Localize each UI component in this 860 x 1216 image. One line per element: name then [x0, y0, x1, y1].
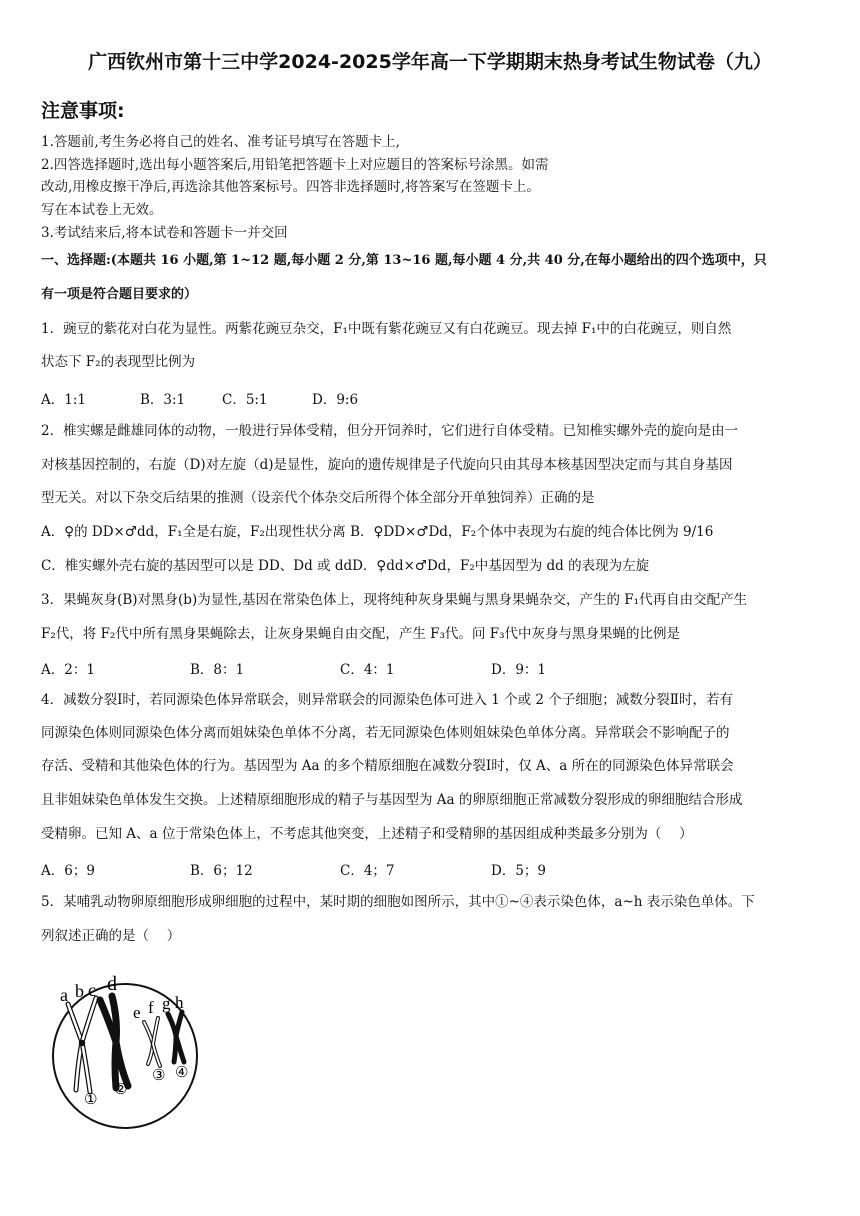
- q3-option-b: B．8：1: [190, 662, 245, 678]
- q2-options-cd: C．椎实螺外壳右旋的基因型可以是 DD、Dd 或 ddD．♀dd×♂Dd，F₂中基因型为 dd 的表现为左旋: [41, 558, 650, 574]
- cell-chromosome-figure: [40, 970, 210, 1132]
- q4-option-d: D．5；9: [491, 863, 547, 879]
- q3-option-c: C．4：1: [340, 662, 395, 678]
- q4-option-a: A．6；9: [41, 863, 95, 879]
- chromosome-4: [168, 1012, 184, 1062]
- number-4: ④: [175, 1063, 189, 1081]
- notice-heading: 注意事项:: [41, 100, 125, 122]
- notice-line-4: 写在本试卷上无效。: [41, 202, 163, 218]
- q4-line-4: 且非姐妹染色单体发生交换。上述精原细胞形成的精子与基因型为 Aa 的卵原细胞正常减数分裂形成的卵细胞结合形成: [41, 792, 743, 808]
- label-h: h: [175, 993, 184, 1012]
- notice-line-2: 2.四答选择题时,选出每小题答案后,用铅笔把答题卡上对应题目的答案标号涂黑。如需: [41, 157, 549, 173]
- q4-line-1: 4．减数分裂Ⅰ时，若同源染色体异常联会，则异常联会的同源染色体可进入 1 个或 2 个子细胞；减数分裂Ⅱ时，若有: [41, 692, 733, 708]
- q1-option-c: C．5:1: [222, 392, 268, 408]
- q3-option-d: D．9：1: [491, 662, 547, 678]
- q1-line-2: 状态下 F₂的表现型比例为: [41, 354, 196, 370]
- chromosome-1: [68, 998, 96, 1092]
- label-f: f: [148, 998, 154, 1017]
- q2-options-ab: A．♀的 DD×♂dd，F₁全是右旋，F₂出现性状分离 B．♀DD×♂Dd，F₂个体中表现为右旋的纯合体比例为 9/16: [41, 524, 714, 540]
- q4-option-c: C．4；7: [340, 863, 395, 879]
- q4-option-b: B．6；12: [190, 863, 253, 879]
- q1-option-d: D．9:6: [312, 392, 359, 408]
- label-a: a: [60, 985, 68, 1005]
- number-2: ②: [114, 1080, 128, 1098]
- notice-line-3: 改动,用橡皮擦干净后,再选涂其他答案标号。四答非选择题时,将答案写在签题卡上。: [41, 179, 540, 195]
- q5-line-1: 5．某哺乳动物卵原细胞形成卵细胞的过程中，某时期的细胞如图所示，其中①~④表示染色体，a~h 表示染色单体。下: [41, 894, 755, 910]
- q2-line-1: 2．椎实螺是雌雄同体的动物，一般进行异体受精，但分开饲养时，它们进行自体受精。已知椎实螺外壳的旋向是由一: [41, 423, 739, 439]
- label-b: b: [75, 981, 84, 1001]
- section-instruction-line-1: 一、选择题:(本题共 16 小题,第 1~12 题,每小题 2 分,第 13~16 题,每小题 4 分,共 40 分,在每小题给出的四个选项中，只: [41, 253, 767, 268]
- chromosome-3: [144, 1018, 160, 1066]
- q5-line-2: 列叙述正确的是（ ）: [41, 928, 181, 944]
- chromosome-2: [100, 996, 128, 1088]
- notice-line-5: 3.考试结来后,将本试卷和答题卡一并交回: [41, 225, 288, 241]
- label-c: c: [88, 980, 96, 1000]
- q4-line-2: 同源染色体则同源染色体分离而姐妹染色单体不分离，若无同源染色体则姐妹染色单体分离。异常联会不影响配子的: [41, 725, 730, 741]
- q2-line-3: 型无关。对以下杂交后结果的推测（设亲代个体杂交后所得个体全部分开单独饲养）正确的是: [41, 490, 595, 506]
- exam-title: 广西钦州市第十三中学2024-2025学年高一下学期期末热身考试生物试卷（九）: [88, 51, 772, 73]
- section-instruction-line-2: 有一项是符合题目要求的）: [41, 287, 198, 302]
- q1-option-b: B．3:1: [140, 392, 186, 408]
- label-g: g: [162, 994, 171, 1013]
- number-1: ①: [84, 1090, 98, 1108]
- q1-option-a: A．1:1: [41, 392, 86, 408]
- label-e: e: [133, 1003, 141, 1022]
- q4-line-5: 受精卵。已知 A、a 位于常染色体上，不考虑其他突变，上述精子和受精卵的基因组成种类最多分别为（ ）: [41, 826, 693, 842]
- q3-line-2: F₂代，将 F₂代中所有黑身果蝇除去，让灰身果蝇自由交配，产生 F₃代。问 F₃代中灰身与黑身果蝇的比例是: [41, 626, 680, 642]
- q4-line-3: 存活、受精和其他染色体的行为。基因型为 Aa 的多个精原细胞在减数分裂Ⅰ时，仅 A、a 所在的同源染色体异常联会: [41, 758, 734, 774]
- number-3: ③: [152, 1066, 166, 1084]
- q3-line-1: 3．果蝇灰身(B)对黑身(b)为显性,基因在常染色体上，现将纯种灰身果蝇与黑身果蝇杂交，产生的 F₁代再自由交配产生: [41, 592, 748, 608]
- q1-line-1: 1．豌豆的紫花对白花为显性。两紫花豌豆杂交，F₁中既有紫花豌豆又有白花豌豆。现去掉 F₁中的白花豌豆，则自然: [41, 321, 732, 337]
- label-d: d: [107, 973, 117, 995]
- q2-line-2: 对核基因控制的，右旋（D)对左旋（d)是显性，旋向的遗传规律是子代旋向只由其母本核基因型决定而与其自身基因: [41, 457, 733, 473]
- q3-option-a: A．2：1: [41, 662, 95, 678]
- notice-line-1: 1.答题前,考生务必将自己的姓名、准考证号填写在答题卡上,: [41, 134, 400, 150]
